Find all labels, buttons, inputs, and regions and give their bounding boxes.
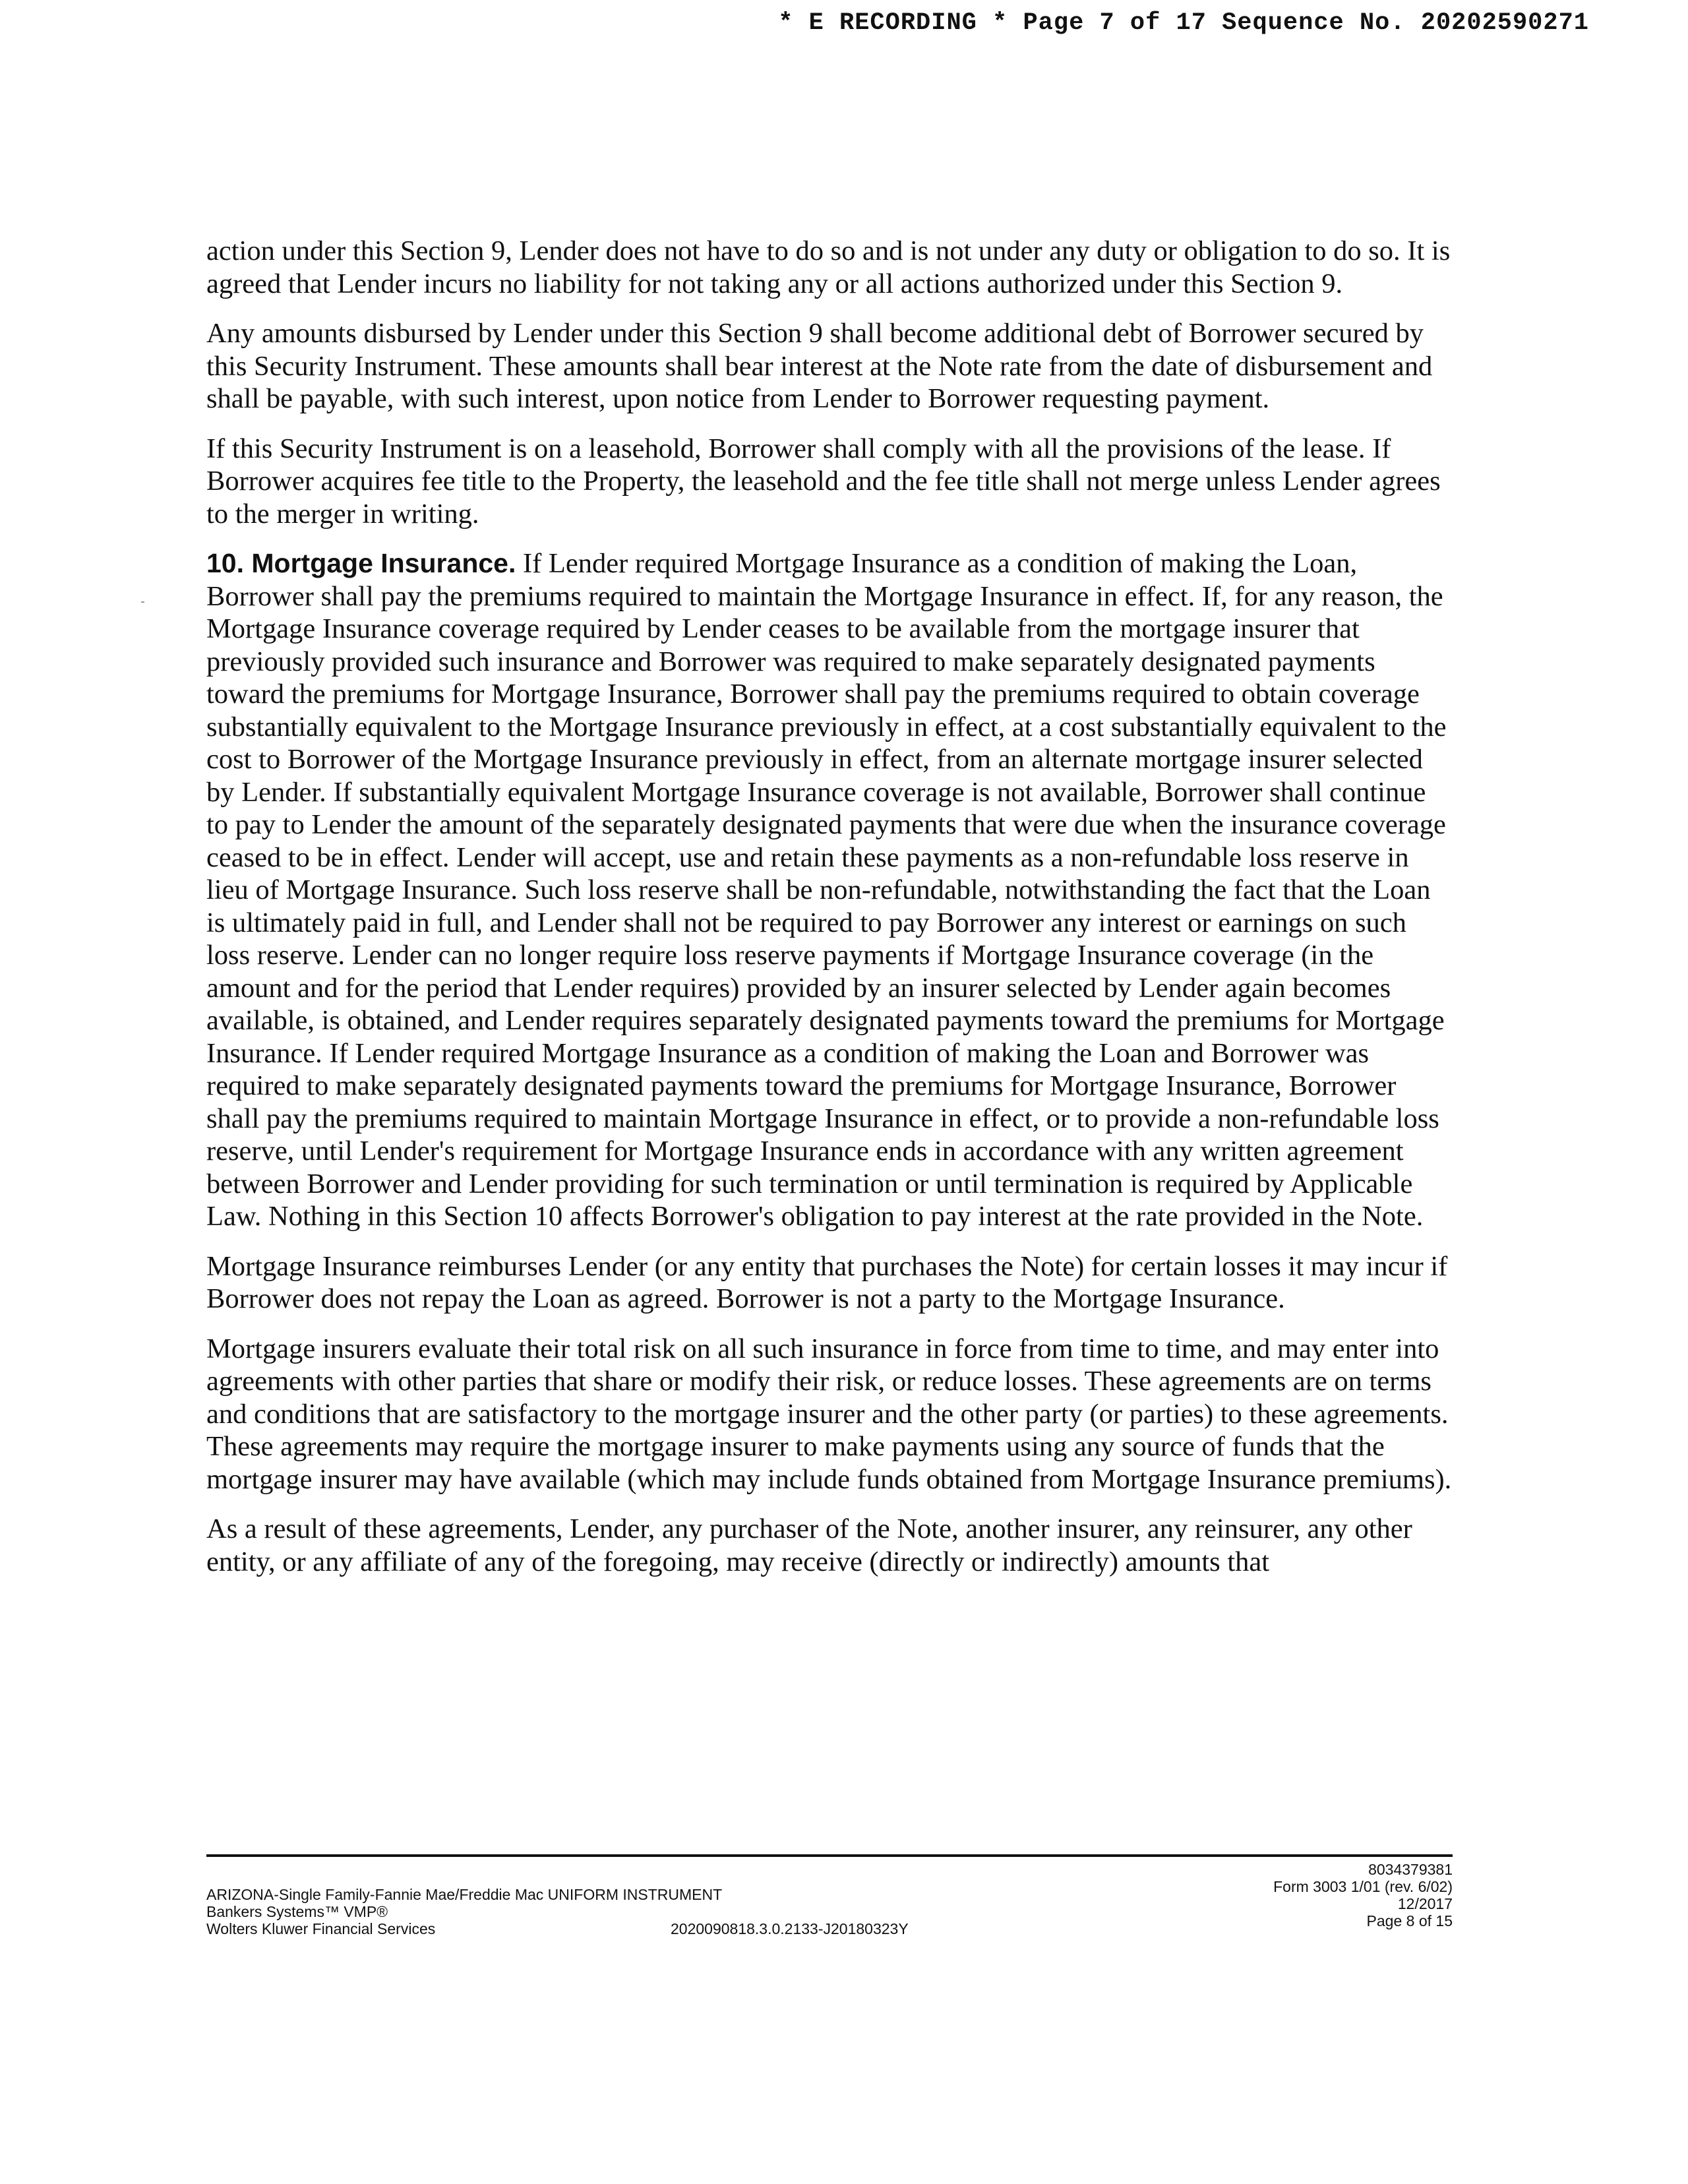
paragraph-section9-continuation	[206, 235, 1453, 300]
paragraph-text: Mortgage Insurance reimburses Lender (or any entity that purchases the Note) for certain losses it may incur if Borrower does not repay the Loan as agreed. Borrower is not a party to the Mortgage Insurance.	[206, 1250, 1448, 1314]
form-number: Form 3003 1/01 (rev. 6/02)	[1273, 1878, 1453, 1895]
margin-mark	[141, 601, 144, 603]
paragraph-section10-mortgage-insurance	[206, 547, 1453, 1233]
revision-date: 12/2017	[1397, 1895, 1453, 1912]
paragraph-result-of-agreements	[206, 1513, 1453, 1578]
publisher-line-2: Wolters Kluwer Financial Services	[206, 1920, 436, 1937]
footer-divider	[206, 1854, 1453, 1857]
recording-stamp: * E RECORDING * Page 7 of 17 Sequence No. 20202590271	[778, 9, 1589, 37]
paragraph-insurers-evaluate-risk	[206, 1333, 1453, 1496]
page-footer	[206, 1861, 1453, 1947]
paragraph-leasehold	[206, 433, 1453, 531]
document-body	[206, 235, 1453, 1595]
paragraph-insurance-reimburses	[206, 1250, 1453, 1316]
page-number: Page 8 of 15	[1366, 1912, 1453, 1929]
loan-number: 8034379381	[1368, 1861, 1453, 1878]
paragraph-text: As a result of these agreements, Lender, any purchaser of the Note, another insurer, any reinsurer, any other entity, or any affiliate of any of the foregoing, may receive (directly or indirectly) amounts that	[206, 1513, 1412, 1577]
paragraph-text: Any amounts disbursed by Lender under this Section 9 shall become additional debt of Borrower secured by this Security Instrument. These amounts shall bear interest at the Note rate from the date of disbursement and shall be payable, with such interest, upon notice from Lender to Borrower requesting payment.	[206, 318, 1433, 414]
paragraph-text: If this Security Instrument is on a leasehold, Borrower shall comply with all the provisions of the lease. If Borrower acquires fee title to the Property, the leasehold and the fee title shall not merge unless Lender agrees to the merger in writing.	[206, 433, 1441, 530]
paragraph-text: action under this Section 9, Lender does not have to do so and is not under any duty or obligation to do so. It is agreed that Lender incurs no liability for not taking any or all actions authorized under this Section 9.	[206, 235, 1451, 299]
paragraph-text: If Lender required Mortgage Insurance as a condition of making the Loan, Borrower shall pay the premiums required to maintain the Mortgage Insurance in effect. If, for any reason, the Mortgage Insurance coverage required by Lender ceases to be available from the mortgage insurer that previously provided such insurance and Borrower was required to make separately designated payments toward the premiums for Mortgage Insurance, Borrower shall pay the premiums required to obtain coverage substantially equivalent to the Mortgage Insurance previously in effect, at a cost substantially equivalent to the cost to Borrower of the Mortgage Insurance previously in effect, from an alternate mortgage insurer selected by Lender. If substantially equivalent Mortgage Insurance coverage is not available, Borrower shall continue to pay to Lender the amount of the separately designated payments that were due when the insurance coverage ceased to be in effect. Lender will accept, use and retain these payments as a non-refundable loss reserve in lieu of Mortgage Insurance. Such loss reserve shall be non-refundable, notwithstanding the fact that the Loan is ultimately paid in full, and Lender shall not be required to pay Borrower any interest or earnings on such loss reserve. Lender can no longer require loss reserve payments if Mortgage Insurance coverage (in the amount and for the period that Lender requires) provided by an insurer selected by Lender again becomes available, is obtained, and Lender requires separately designated payments toward the premiums for Mortgage Insurance. If Lender required Mortgage Insurance as a condition of making the Loan and Borrower was required to make separately designated payments toward the premiums for Mortgage Insurance, Borrower shall pay the premiums required to maintain Mortgage Insurance in effect, or to provide a non-refundable loss reserve, until Lender's requirement for Mortgage Insurance ends in accordance with any written agreement between Borrower and Lender providing for such termination or until termination is required by Applicable Law. Nothing in this Section 10 affects Borrower's obligation to pay interest at the rate provided in the Note.	[206, 548, 1447, 1232]
section-heading: 10. Mortgage Insurance.	[206, 548, 516, 578]
footer-right-block	[1273, 1861, 1453, 1929]
footer-left-block	[206, 1886, 722, 1937]
publisher-line-1: Bankers Systems™ VMP®	[206, 1903, 388, 1920]
footer-center-block	[671, 1920, 909, 1937]
paragraph-text: Mortgage insurers evaluate their total risk on all such insurance in force from time to time, and may enter into agreements with other parties that share or modify their risk, or reduce losses. These agreements are on terms and conditions that are satisfactory to the mortgage insurer and the other party (or parties) to these agreements. These agreements may require the mortgage insurer to make payments using any source of funds that the mortgage insurer may have available (which may include funds obtained from Mortgage Insurance premiums).	[206, 1333, 1452, 1495]
form-title: ARIZONA-Single Family-Fannie Mae/Freddie Mac UNIFORM INSTRUMENT	[206, 1886, 723, 1903]
paragraph-disbursed-amounts	[206, 317, 1453, 415]
document-code: 2020090818.3.0.2133-J20180323Y	[671, 1920, 909, 1937]
